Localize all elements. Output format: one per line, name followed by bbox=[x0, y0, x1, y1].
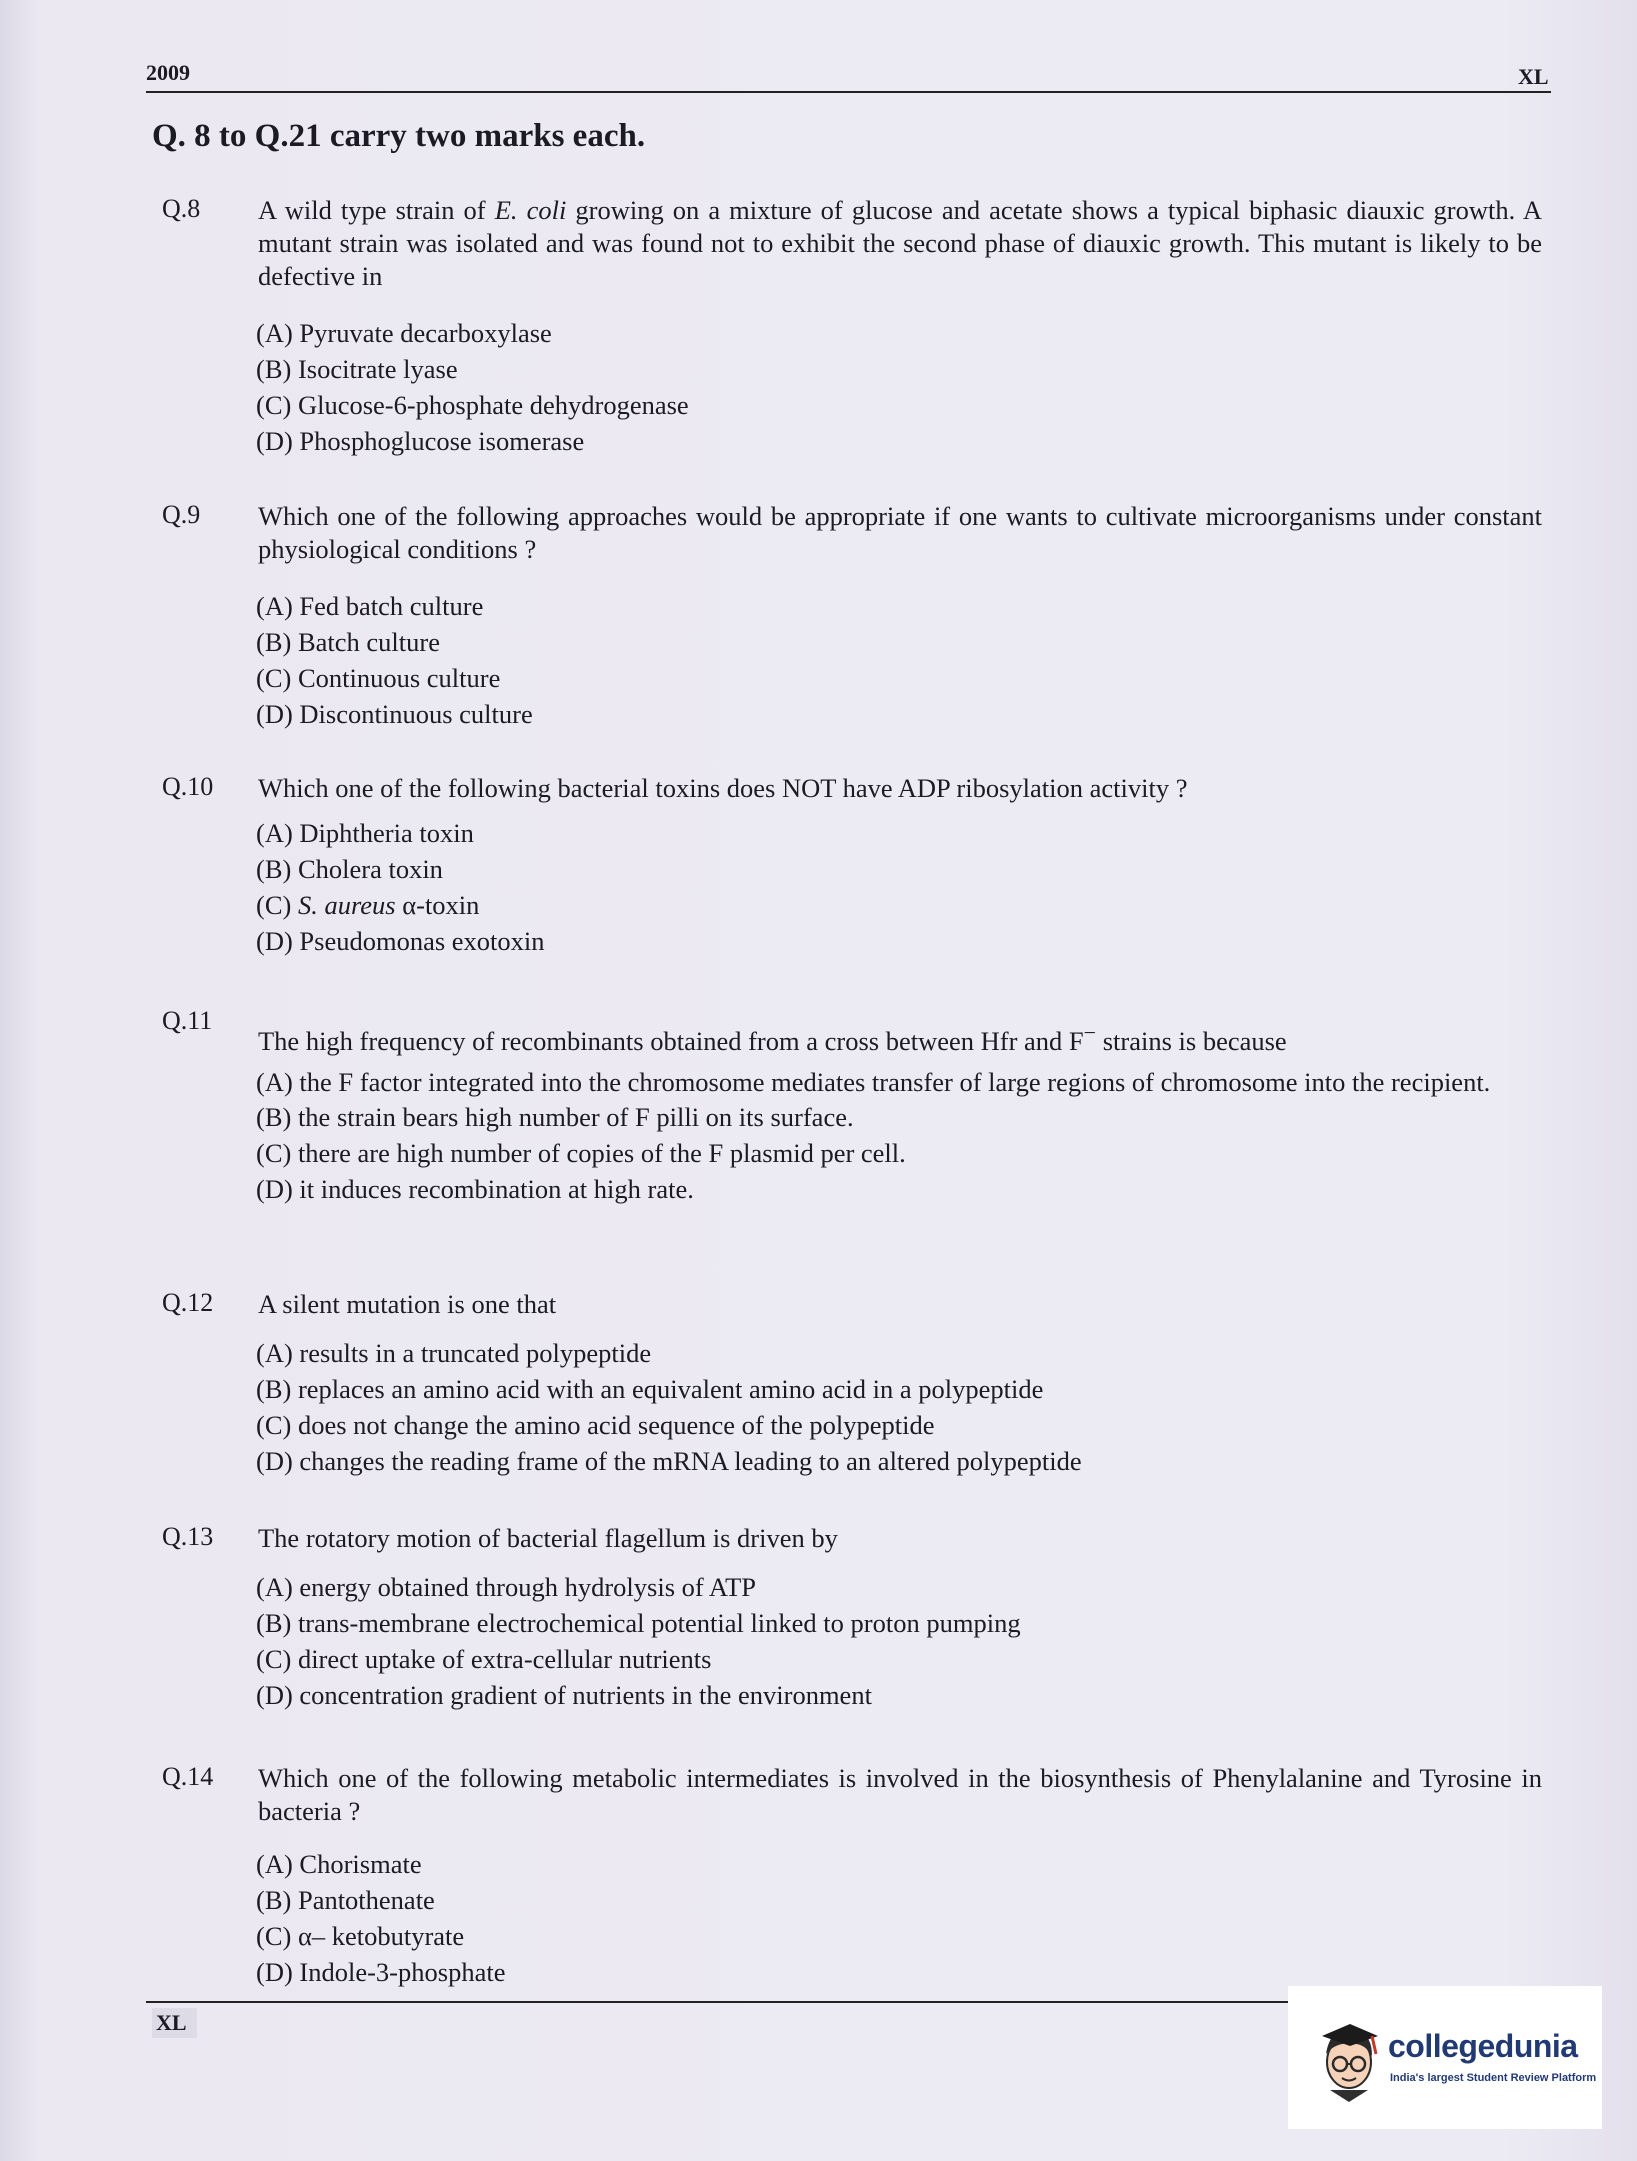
question-number: Q.12 bbox=[162, 1288, 214, 1317]
option-b: (B) Cholera toxin bbox=[256, 854, 443, 884]
option-c: (C) direct uptake of extra-cellular nutrients bbox=[256, 1644, 712, 1674]
options-list bbox=[256, 1569, 1542, 1713]
option-d: (D) it induces recombination at high rate. bbox=[256, 1173, 694, 1204]
question-number: Q.13 bbox=[162, 1522, 214, 1551]
question-12 bbox=[162, 1288, 1542, 1479]
header-paper-code: XL bbox=[1518, 64, 1549, 89]
option-a: (A) energy obtained through hydrolysis of ATP bbox=[256, 1572, 757, 1602]
option-c: (C) there are high number of copies of the F plasmid per cell. bbox=[256, 1137, 906, 1168]
option-b: (B) the strain bears high number of F pilli on its surface. bbox=[256, 1101, 854, 1132]
question-text: A wild type strain of E. coli growing on a mixture of glucose and acetate shows a typical biphasic diauxic growth. A mutant strain was isolated and was found not to exhibit the second phase of diauxic growth. This mutant is likely to be defective in bbox=[258, 195, 1542, 291]
option-b: (B) trans-membrane electrochemical potential linked to proton pumping bbox=[256, 1608, 1021, 1638]
option-d: (D) Indole-3-phosphate bbox=[256, 1957, 506, 1987]
option-b: (B) Batch culture bbox=[256, 627, 440, 657]
option-b: (B) replaces an amino acid with an equivalent amino acid in a polypeptide bbox=[256, 1374, 1044, 1404]
question-11 bbox=[162, 1006, 1542, 1207]
question-text: The rotatory motion of bacterial flagellum is driven by bbox=[258, 1523, 838, 1553]
option-a: (A) Diphtheria toxin bbox=[256, 818, 474, 848]
option-a: (A) Chorismate bbox=[256, 1849, 422, 1879]
question-8 bbox=[162, 194, 1542, 459]
section-title: Q. 8 to Q.21 carry two marks each. bbox=[152, 118, 646, 154]
question-number: Q.9 bbox=[162, 500, 201, 529]
option-c: (C) does not change the amino acid sequence of the polypeptide bbox=[256, 1410, 935, 1440]
option-a: (A) Fed batch culture bbox=[256, 591, 484, 621]
option-c: (C) α– ketobutyrate bbox=[256, 1921, 465, 1951]
question-text: Which one of the following bacterial toxins does NOT have ADP ribosylation activity ? bbox=[258, 773, 1188, 803]
question-14 bbox=[162, 1762, 1542, 1990]
options-list bbox=[256, 1846, 1542, 1990]
question-text: Which one of the following approaches would be appropriate if one wants to cultivate microorganisms under constant physiological conditions ? bbox=[258, 501, 1542, 564]
logo-tagline: India's largest Student Review Platform bbox=[1390, 2072, 1597, 2084]
option-d: (D) changes the reading frame of the mRNA leading to an altered polypeptide bbox=[256, 1446, 1082, 1476]
options-list bbox=[256, 1066, 1542, 1207]
option-b: (B) Isocitrate lyase bbox=[256, 354, 458, 384]
collegedunia-logo bbox=[1288, 1986, 1602, 2129]
question-text: Which one of the following metabolic intermediates is involved in the biosynthesis of Phenylalanine and Tyrosine in bacteria ? bbox=[258, 1763, 1542, 1826]
question-13 bbox=[162, 1522, 1542, 1713]
logo-wordmark: collegedunia bbox=[1388, 2028, 1578, 2064]
question-9 bbox=[162, 500, 1542, 732]
option-d: (D) Phosphoglucose isomerase bbox=[256, 426, 585, 456]
options-list bbox=[256, 588, 1542, 732]
option-a: (A) Pyruvate decarboxylase bbox=[256, 318, 552, 348]
question-number: Q.11 bbox=[162, 1006, 213, 1035]
option-c: (C) S. aureus α-toxin bbox=[256, 890, 480, 920]
option-c: (C) Glucose-6-phosphate dehydrogenase bbox=[256, 390, 689, 420]
option-a: (A) the F factor integrated into the chromosome mediates transfer of large regions of chromosome into the recipient. bbox=[256, 1066, 1491, 1097]
options-list bbox=[256, 1335, 1542, 1479]
footer-paper-code: XL bbox=[152, 2008, 197, 2038]
option-c: (C) Continuous culture bbox=[256, 663, 501, 693]
option-a: (A) results in a truncated polypeptide bbox=[256, 1338, 652, 1368]
question-number: Q.10 bbox=[162, 772, 214, 801]
option-b: (B) Pantothenate bbox=[256, 1885, 435, 1915]
question-10 bbox=[162, 772, 1542, 959]
question-number: Q.8 bbox=[162, 194, 201, 223]
option-d: (D) Pseudomonas exotoxin bbox=[256, 926, 545, 956]
options-list bbox=[256, 315, 1542, 459]
question-text: A silent mutation is one that bbox=[258, 1289, 557, 1319]
options-list bbox=[256, 815, 1542, 959]
option-d: (D) concentration gradient of nutrients in the environment bbox=[256, 1680, 872, 1710]
header-year: 2009 bbox=[146, 60, 190, 85]
mascot-icon bbox=[1316, 2014, 1382, 2104]
option-d: (D) Discontinuous culture bbox=[256, 699, 533, 729]
header-rule bbox=[146, 91, 1551, 93]
question-text: The high frequency of recombinants obtained from a cross between Hfr and F− strains is because bbox=[258, 1020, 1287, 1056]
question-number: Q.14 bbox=[162, 1762, 214, 1791]
